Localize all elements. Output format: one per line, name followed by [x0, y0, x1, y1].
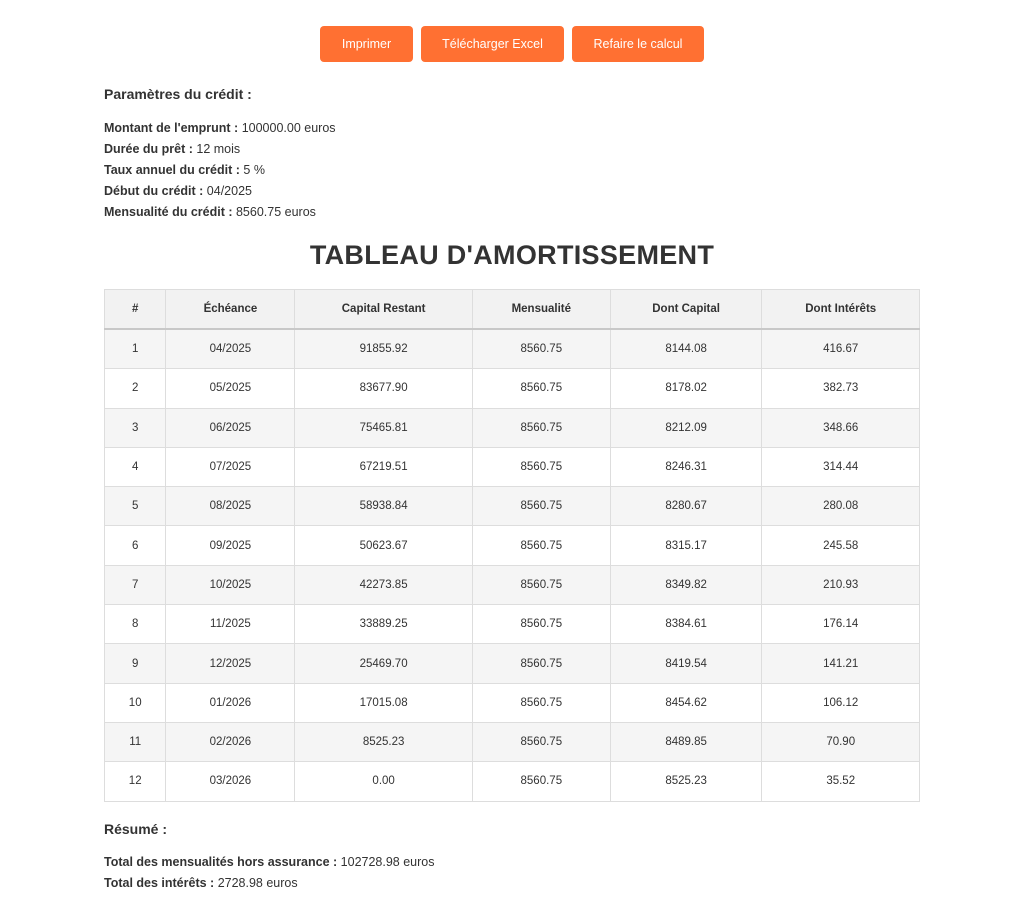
- download-excel-button[interactable]: Télécharger Excel: [421, 26, 564, 62]
- cell-remaining-capital: 75465.81: [295, 408, 472, 447]
- cell-number: 10: [105, 683, 166, 722]
- param-value: 8560.75 euros: [235, 205, 316, 219]
- cell-number: 8: [105, 605, 166, 644]
- cell-remaining-capital: 25469.70: [295, 644, 472, 683]
- cell-due-date: 03/2026: [166, 762, 295, 801]
- summary-value: 102728.98 euros: [340, 855, 435, 869]
- cell-remaining-capital: 33889.25: [295, 605, 472, 644]
- cell-monthly-payment: 8560.75: [472, 447, 610, 486]
- cell-number: 11: [105, 722, 166, 761]
- cell-monthly-payment: 8560.75: [472, 683, 610, 722]
- param-value: 5 %: [243, 163, 265, 177]
- cell-monthly-payment: 8560.75: [472, 526, 610, 565]
- cell-monthly-payment: 8560.75: [472, 487, 610, 526]
- cell-remaining-capital: 17015.08: [295, 683, 472, 722]
- action-toolbar: [0, 26, 1024, 62]
- header-number: #: [105, 290, 166, 330]
- param-value: 12 mois: [196, 142, 241, 156]
- cell-monthly-payment: 8560.75: [472, 644, 610, 683]
- cell-number: 4: [105, 447, 166, 486]
- table-row: [105, 487, 920, 526]
- cell-number: 9: [105, 644, 166, 683]
- cell-capital-part: 8349.82: [610, 565, 762, 604]
- cell-remaining-capital: 58938.84: [295, 487, 472, 526]
- table-row: [105, 369, 920, 408]
- param-label: Début du crédit :: [104, 184, 204, 198]
- param-label: Durée du prêt :: [104, 142, 193, 156]
- cell-due-date: 02/2026: [166, 722, 295, 761]
- cell-interest-part: 382.73: [762, 369, 920, 408]
- cell-number: 7: [105, 565, 166, 604]
- cell-number: 5: [105, 487, 166, 526]
- table-row: [105, 644, 920, 683]
- cell-interest-part: 106.12: [762, 683, 920, 722]
- cell-number: 6: [105, 526, 166, 565]
- cell-monthly-payment: 8560.75: [472, 605, 610, 644]
- cell-interest-part: 176.14: [762, 605, 920, 644]
- header-interest-part: Dont Intérêts: [762, 290, 920, 330]
- table-row: [105, 329, 920, 369]
- header-monthly-payment: Mensualité: [472, 290, 610, 330]
- cell-due-date: 09/2025: [166, 526, 295, 565]
- amortization-table: [104, 289, 920, 802]
- cell-interest-part: 141.21: [762, 644, 920, 683]
- cell-capital-part: 8246.31: [610, 447, 762, 486]
- header-due-date: Échéance: [166, 290, 295, 330]
- recalculate-button[interactable]: Refaire le calcul: [572, 26, 704, 62]
- cell-capital-part: 8315.17: [610, 526, 762, 565]
- cell-number: 2: [105, 369, 166, 408]
- cell-due-date: 04/2025: [166, 329, 295, 369]
- header-remaining-capital: Capital Restant: [295, 290, 472, 330]
- param-annual-rate: [104, 163, 265, 177]
- cell-number: 3: [105, 408, 166, 447]
- param-loan-duration: [104, 142, 240, 156]
- cell-remaining-capital: 42273.85: [295, 565, 472, 604]
- cell-remaining-capital: 67219.51: [295, 447, 472, 486]
- cell-remaining-capital: 83677.90: [295, 369, 472, 408]
- table-row: [105, 683, 920, 722]
- table-row: [105, 762, 920, 801]
- param-label: Montant de l'emprunt :: [104, 121, 239, 135]
- cell-interest-part: 280.08: [762, 487, 920, 526]
- cell-interest-part: 70.90: [762, 722, 920, 761]
- cell-monthly-payment: 8560.75: [472, 329, 610, 369]
- cell-monthly-payment: 8560.75: [472, 369, 610, 408]
- table-row: [105, 447, 920, 486]
- cell-number: 12: [105, 762, 166, 801]
- cell-remaining-capital: 8525.23: [295, 722, 472, 761]
- table-header-row: [105, 290, 920, 330]
- cell-remaining-capital: 0.00: [295, 762, 472, 801]
- summary-total-interest: [104, 876, 298, 890]
- param-label: Taux annuel du crédit :: [104, 163, 240, 177]
- table-body: [105, 329, 920, 801]
- table-row: [105, 565, 920, 604]
- cell-number: 1: [105, 329, 166, 369]
- table-row: [105, 605, 920, 644]
- param-monthly-payment: [104, 205, 316, 219]
- cell-monthly-payment: 8560.75: [472, 408, 610, 447]
- cell-interest-part: 245.58: [762, 526, 920, 565]
- param-label: Mensualité du crédit :: [104, 205, 233, 219]
- cell-capital-part: 8454.62: [610, 683, 762, 722]
- cell-capital-part: 8489.85: [610, 722, 762, 761]
- cell-capital-part: 8384.61: [610, 605, 762, 644]
- cell-remaining-capital: 91855.92: [295, 329, 472, 369]
- cell-remaining-capital: 50623.67: [295, 526, 472, 565]
- cell-capital-part: 8525.23: [610, 762, 762, 801]
- cell-interest-part: 35.52: [762, 762, 920, 801]
- print-button[interactable]: Imprimer: [320, 26, 413, 62]
- params-section-title: Paramètres du crédit :: [104, 86, 252, 102]
- cell-capital-part: 8212.09: [610, 408, 762, 447]
- cell-monthly-payment: 8560.75: [472, 565, 610, 604]
- summary-label: Total des intérêts :: [104, 876, 215, 890]
- cell-due-date: 05/2025: [166, 369, 295, 408]
- cell-due-date: 10/2025: [166, 565, 295, 604]
- table-title: TABLEAU D'AMORTISSEMENT: [309, 240, 715, 270]
- param-value: 100000.00 euros: [241, 121, 336, 135]
- cell-due-date: 07/2025: [166, 447, 295, 486]
- cell-monthly-payment: 8560.75: [472, 722, 610, 761]
- param-value: 04/2025: [206, 184, 252, 198]
- cell-due-date: 06/2025: [166, 408, 295, 447]
- cell-due-date: 01/2026: [166, 683, 295, 722]
- cell-capital-part: 8280.67: [610, 487, 762, 526]
- table-row: [105, 526, 920, 565]
- cell-due-date: 11/2025: [166, 605, 295, 644]
- cell-interest-part: 210.93: [762, 565, 920, 604]
- cell-due-date: 12/2025: [166, 644, 295, 683]
- param-loan-amount: [104, 121, 336, 135]
- summary-label: Total des mensualités hors assurance :: [104, 855, 338, 869]
- cell-interest-part: 416.67: [762, 329, 920, 369]
- summary-total-payments: [104, 855, 435, 869]
- cell-interest-part: 314.44: [762, 447, 920, 486]
- cell-due-date: 08/2025: [166, 487, 295, 526]
- summary-section-title: Résumé :: [104, 821, 168, 837]
- cell-capital-part: 8419.54: [610, 644, 762, 683]
- header-capital-part: Dont Capital: [610, 290, 762, 330]
- cell-capital-part: 8178.02: [610, 369, 762, 408]
- summary-value: 2728.98 euros: [217, 876, 298, 890]
- table-row: [105, 408, 920, 447]
- table-row: [105, 722, 920, 761]
- param-start-date: [104, 184, 252, 198]
- cell-capital-part: 8144.08: [610, 329, 762, 369]
- cell-interest-part: 348.66: [762, 408, 920, 447]
- cell-monthly-payment: 8560.75: [472, 762, 610, 801]
